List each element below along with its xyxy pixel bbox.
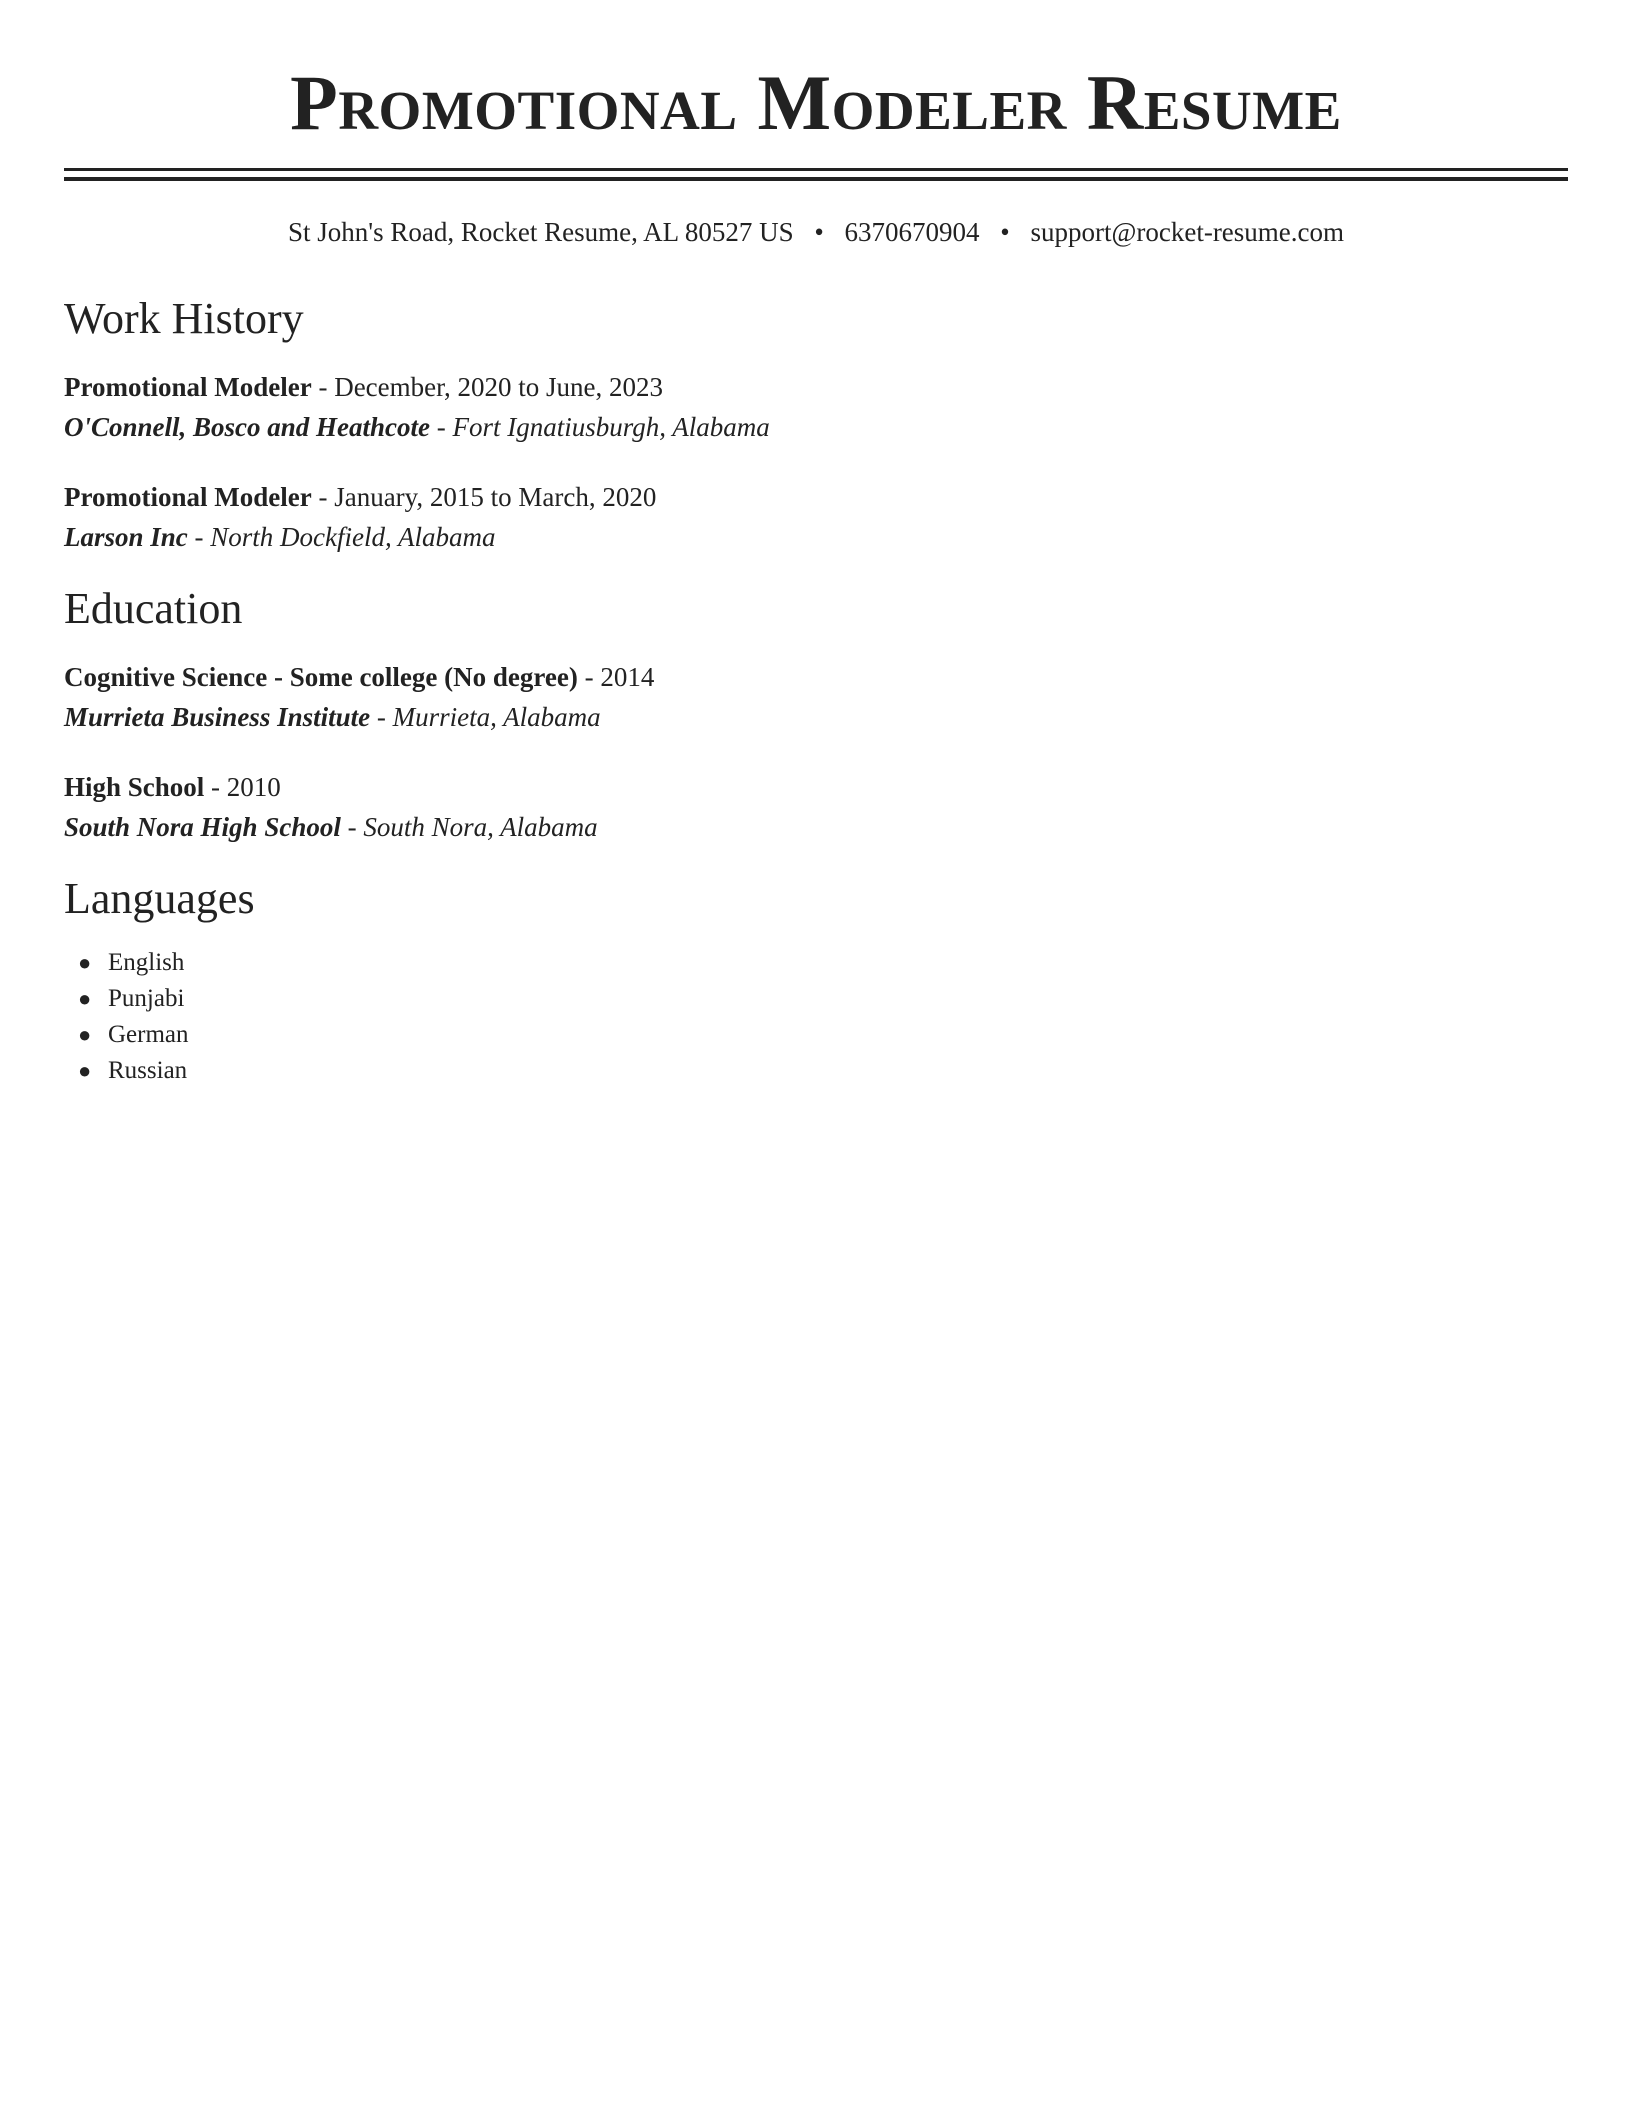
work-history-heading: Work History — [64, 294, 304, 343]
languages-heading: Languages — [64, 874, 255, 923]
contact-address: St John's Road, Rocket Resume, AL 80527 US — [287, 217, 794, 247]
graduation-year: 2010 — [226, 772, 281, 802]
school-name: South Nora High School — [64, 812, 341, 842]
bullet-icon: ● — [78, 1022, 92, 1047]
work-entry — [64, 477, 1568, 557]
language-item — [64, 981, 1568, 1017]
language-item — [64, 945, 1568, 981]
company-name: Larson Inc — [64, 522, 188, 552]
title-divider-thick — [64, 177, 1568, 181]
job-dates: December, 2020 to June, 2023 — [334, 372, 664, 402]
language-item — [64, 1053, 1568, 1089]
dash: - — [311, 482, 335, 512]
job-dates: January, 2015 to March, 2020 — [334, 482, 657, 512]
bullet-icon: ● — [78, 986, 92, 1011]
dash: - — [370, 702, 393, 732]
company-name: O'Connell, Bosco and Heathcote — [64, 412, 431, 442]
job-title: Promotional Modeler — [64, 482, 312, 512]
contact-email: support@rocket-resume.com — [1030, 217, 1345, 247]
language-item — [64, 1017, 1568, 1053]
work-entry-title-line — [64, 367, 1568, 407]
dash: - — [340, 812, 364, 842]
language-label: German — [108, 1021, 189, 1048]
work-entry-title-line — [64, 477, 1568, 517]
work-entry-company-line — [64, 407, 1568, 447]
contact-phone: 6370670904 — [844, 217, 980, 247]
graduation-year: 2014 — [600, 662, 655, 692]
language-label: Russian — [108, 1057, 188, 1084]
page-title: Promotional Modeler Resume — [290, 59, 1342, 146]
contact-line — [64, 215, 1568, 249]
school-name: Murrieta Business Institute — [64, 702, 371, 732]
work-entry-company-line — [64, 517, 1568, 557]
education-heading: Education — [64, 584, 243, 633]
dash: - — [311, 372, 335, 402]
contact-separator: • — [814, 217, 824, 247]
education-entry — [64, 657, 1568, 737]
language-label: Punjabi — [108, 985, 185, 1012]
bullet-icon: ● — [78, 1058, 92, 1083]
contact-separator: • — [1000, 217, 1010, 247]
bullet-icon: ● — [78, 950, 92, 975]
education-school-line — [64, 807, 1568, 847]
dash: - — [430, 412, 453, 442]
degree-name: High School — [64, 772, 205, 802]
job-title: Promotional Modeler — [64, 372, 312, 402]
dash: - — [577, 662, 601, 692]
education-degree-line — [64, 767, 1568, 807]
company-location: Fort Ignatiusburgh, Alabama — [452, 412, 770, 442]
language-label: English — [108, 949, 185, 976]
education-degree-line — [64, 657, 1568, 697]
dash: - — [187, 522, 211, 552]
education-school-line — [64, 697, 1568, 737]
degree-name: Cognitive Science - Some college (No degree) — [64, 662, 578, 692]
work-entry — [64, 367, 1568, 447]
education-entry — [64, 767, 1568, 847]
school-location: South Nora, Alabama — [363, 812, 598, 842]
dash: - — [204, 772, 227, 802]
title-divider-thin — [64, 168, 1568, 171]
school-location: Murrieta, Alabama — [392, 702, 601, 732]
company-location: North Dockfield, Alabama — [210, 522, 496, 552]
languages-list — [64, 945, 1568, 1089]
